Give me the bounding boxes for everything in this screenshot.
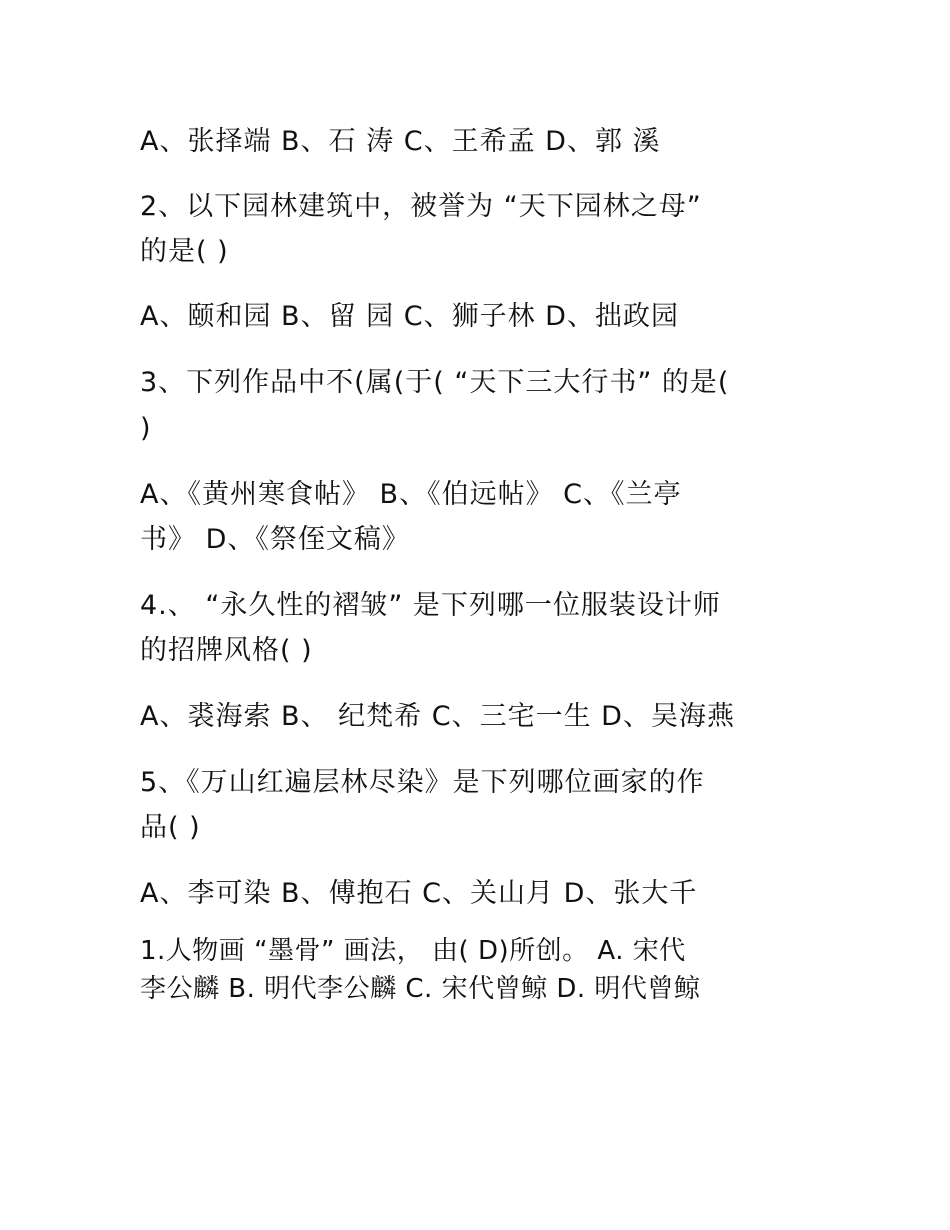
q1-options: A、张择端 B、石 涛 C、王希孟 D、郭 溪: [140, 126, 661, 157]
q3-question-line-2: ): [140, 413, 152, 444]
q4-question-line-2: 的招牌风格( ): [140, 635, 313, 666]
q2-question-line-2: 的是( ): [140, 236, 229, 267]
q3-options-line-1: A、《黄州寒食帖》 B、《伯远帖》 C、《兰亭: [140, 479, 682, 510]
q5-question-line-1: 5、《万山红遍层林尽染》是下列哪位画家的作: [140, 767, 705, 798]
q3-options-line-2: 书》 D、《祭侄文稿》: [140, 524, 410, 555]
q2-options: A、颐和园 B、留 园 C、狮子林 D、拙政园: [140, 301, 679, 332]
q5-question-line-2: 品( ): [140, 812, 201, 843]
extra-question-line-2: 李公麟 B. 明代李公麟 C. 宋代曾鲸 D. 明代曾鲸: [140, 974, 701, 1004]
q4-question-line-1: 4.、 “永久性的褶皱” 是下列哪一位服装设计师: [140, 590, 721, 621]
q3-question-line-1: 3、下列作品中不(属(于( “天下三大行书” 的是(: [140, 367, 730, 398]
q2-question-line-1: 2、以下园林建筑中，被誉为 “天下园林之母”: [140, 191, 702, 222]
q4-options: A、裘海索 B、 纪梵希 C、三宅一生 D、吴海燕: [140, 701, 735, 732]
extra-question-line-1: 1.人物画 “墨骨” 画法， 由( D)所创。 A. 宋代: [140, 936, 686, 966]
q5-options: A、李可染 B、傅抱石 C、关山月 D、张大千: [140, 878, 698, 909]
